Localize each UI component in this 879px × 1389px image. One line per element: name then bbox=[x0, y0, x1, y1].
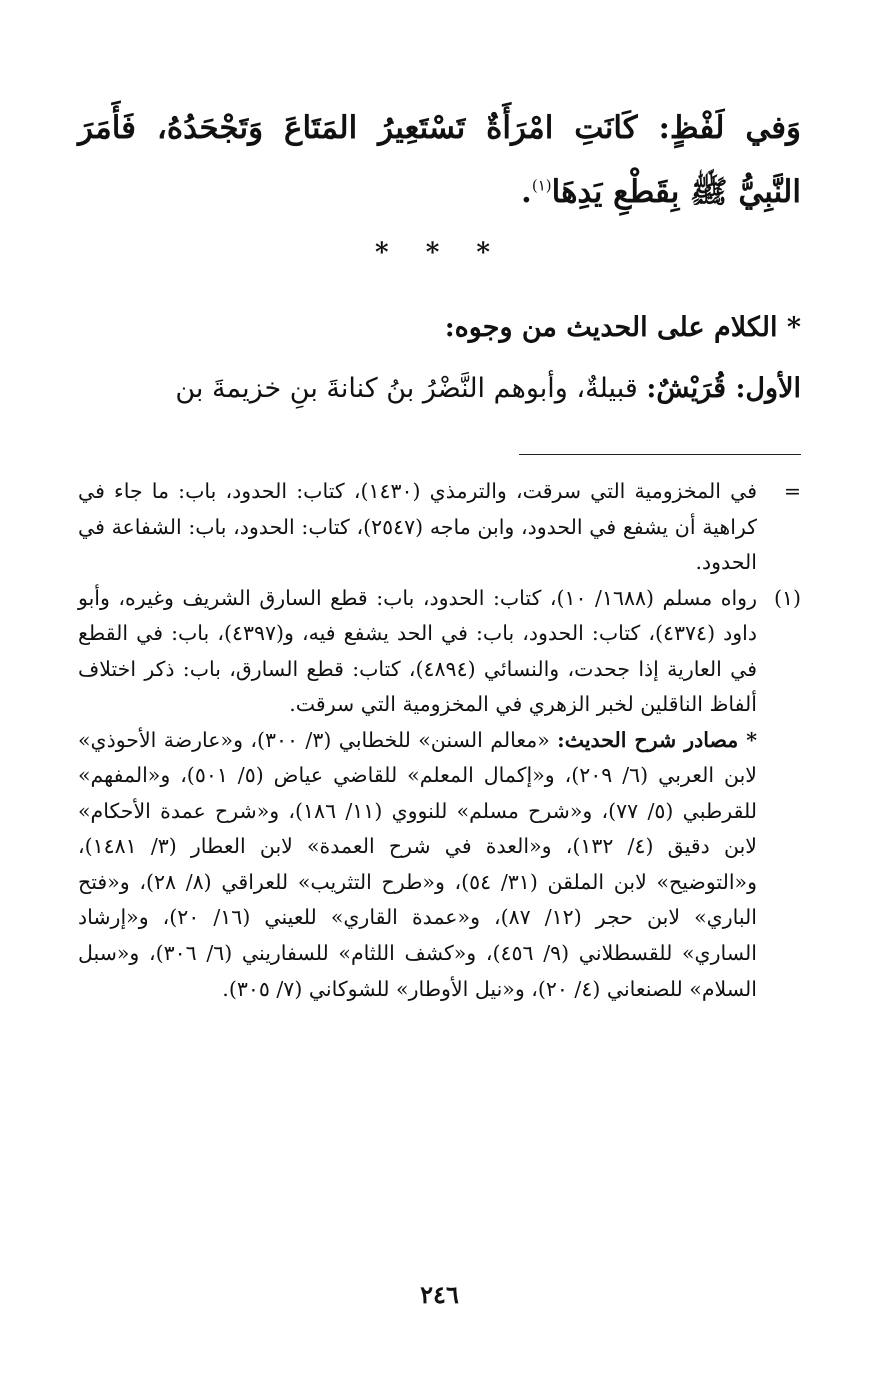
footnote-reference: (١) bbox=[531, 176, 552, 195]
section-separator: * * * bbox=[375, 238, 504, 268]
page-number: ٢٤٦ bbox=[420, 1280, 459, 1309]
sources-paragraph bbox=[78, 723, 757, 1008]
book-page bbox=[78, 0, 801, 1389]
footnote-continuation bbox=[78, 474, 801, 581]
first-point-text: قبيلةٌ، وأبوهم النَّضْرُ بنُ كنانةَ بنِ خزيمةَ بن bbox=[175, 373, 638, 404]
footnote-1 bbox=[78, 581, 801, 723]
first-point-lead: الأول: قُرَيْشٌ: bbox=[646, 373, 801, 404]
footnote-marker: (١) bbox=[773, 585, 801, 610]
sources-lead: * مصادر شرح الحديث: bbox=[557, 727, 757, 752]
first-point-paragraph bbox=[78, 368, 801, 410]
sources-text: «معالم السنن» للخطابي (٣/ ٣٠٠)، و«عارضة الأحوذي» لابن العربي (٦/ ٢٠٩)، و«إكمال المعلم» للقاضي عياض (٥/ ٥٠١)، و«المفهم» للقرطبي (٥/ ٧٧)، و«شرح مسلم» للنووي (١١/ ١٨٦)، و«شرح عمدة الأحكام» لابن دقيق (٤/ ١٣٢)، و«العدة في شرح العمدة» لابن العطار (٣/ ١٤٨١)، و«التوضيح» لابن الملقن (٣١/ ٥٤)، و«طرح التثريب» للعراقي (٨/ ٢٨)، و«فتح الباري» لابن حجر (١٢/ ٨٧)، و«عمدة القاري» للعيني (١٦/ ٢٠)، و«إرشاد الساري» للقسطلاني (٩/ ٤٥٦)، و«كشف اللثام» للسفاريني (٦/ ٣٠٦)، و«سبل السلام» للصنعاني (٤/ ٢٠)، و«نيل الأوطار» للشوكاني (٧/ ٣٠٥). bbox=[78, 727, 757, 1001]
footnote-marker: = bbox=[783, 479, 801, 503]
footnote-text: رواه مسلم (١٦٨٨/ ١٠)، كتاب: الحدود، باب: قطع السارق الشريف وغيره، وأبو داود (٤٣٧٤)، كتاب: الحدود، باب: في الحد يشفع فيه، و(٤٣٩٧)، باب: في القطع في العارية إذا جحدت، والنسائي (٤٨٩٤)، كتاب: قطع السارق، باب: ذكر اختلاف ألفاظ الناقلين لخبر الزهري في المخزومية التي سرقت. bbox=[78, 585, 757, 716]
hadith-variant-text: وَفي لَفْظٍ: كَانَتِ امْرَأَةٌ تَسْتَعِيرُ المَتَاعَ وَتَجْحَدُهُ، فَأَمَرَ النَّبِيُّ ﷺ بِقَطْعِ يَدِهَا bbox=[78, 110, 801, 210]
hadith-variant-end: . bbox=[521, 174, 532, 210]
section-heading: * الكلام على الحديث من وجوه: bbox=[444, 312, 801, 343]
footnote-text: في المخزومية التي سرقت، والترمذي (١٤٣٠)، كتاب: الحدود، باب: ما جاء في كراهية أن يشفع في الحدود، وابن ماجه (٢٥٤٧)، كتاب: الحدود، باب: الشفاعة في الحدود. bbox=[78, 479, 758, 574]
footnotes-section bbox=[78, 474, 801, 1007]
footnote-divider bbox=[519, 454, 801, 455]
hadith-variant-paragraph bbox=[78, 96, 801, 224]
